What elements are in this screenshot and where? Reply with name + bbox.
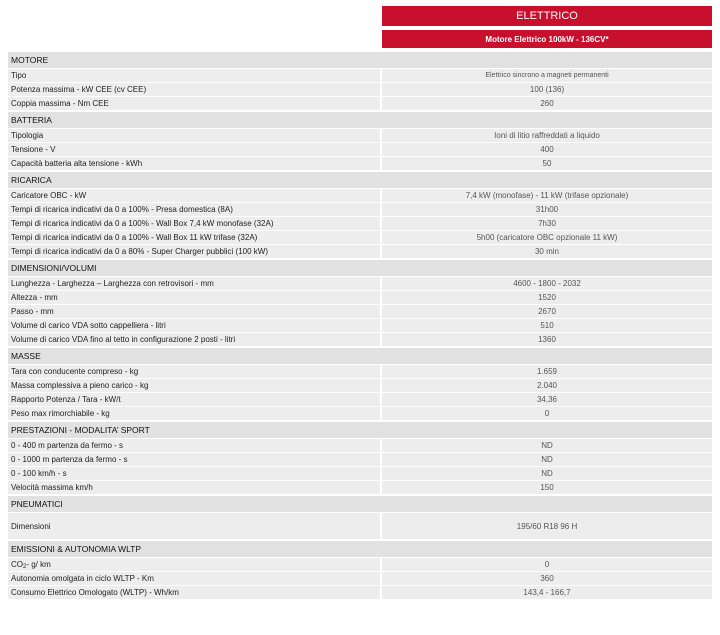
table-row	[8, 291, 712, 304]
row-label: Peso max rimorchiabile - kg	[8, 407, 380, 420]
table-row	[8, 558, 712, 571]
row-value: 7,4 kW (monofase) - 11 kW (trifase opzionale)	[382, 189, 712, 202]
row-label: 0 - 1000 m partenza da fermo - s	[8, 453, 380, 466]
row-label: Massa complessiva a pieno carico - kg	[8, 379, 380, 392]
table-row	[8, 467, 712, 480]
row-value: Ioni di litio raffreddati a liquido	[382, 129, 712, 142]
row-value: 360	[382, 572, 712, 585]
row-value: 1.659	[382, 365, 712, 378]
row-value: 4600 - 1800 - 2032	[382, 277, 712, 290]
row-value: ND	[382, 467, 712, 480]
row-value: 0	[382, 407, 712, 420]
row-value: 30 min	[382, 245, 712, 258]
table-row	[8, 143, 712, 156]
table-row	[8, 393, 712, 406]
row-label: Tipologia	[8, 129, 380, 142]
row-label: Autonomia omolgata in ciclo WLTP - Km	[8, 572, 380, 585]
table-row	[8, 513, 712, 539]
table-row	[8, 572, 712, 585]
section-header: PNEUMATICI	[8, 496, 712, 512]
row-label: Potenza massima - kW CEE (cv CEE)	[8, 83, 380, 96]
table-row	[8, 203, 712, 216]
row-label: Tempi di ricarica indicativi da 0 a 100% - Presa domestica (8A)	[8, 203, 380, 216]
row-label: 0 - 400 m partenza da fermo - s	[8, 439, 380, 452]
table-row	[8, 365, 712, 378]
row-label: Lunghezza - Larghezza – Larghezza con retrovisori - mm	[8, 277, 380, 290]
table-row	[8, 157, 712, 170]
table-row	[8, 379, 712, 392]
row-label: Coppia massima - Nm CEE	[8, 97, 380, 110]
section-header: MOTORE	[8, 52, 712, 68]
row-value: 31h00	[382, 203, 712, 216]
row-label: Capacità batteria alta tensione - kWh	[8, 157, 380, 170]
row-value: 1520	[382, 291, 712, 304]
section-header: BATTERIA	[8, 112, 712, 128]
row-label: Tara con conducente compreso - kg	[8, 365, 380, 378]
section-header: PRESTAZIONI - MODALITA’ SPORT	[8, 422, 712, 438]
row-value: ND	[382, 453, 712, 466]
table-row	[8, 333, 712, 346]
table-row	[8, 305, 712, 318]
table-row	[8, 189, 712, 202]
row-value: 2.040	[382, 379, 712, 392]
row-label: Tensione - V	[8, 143, 380, 156]
row-value: 50	[382, 157, 712, 170]
row-value: 143,4 - 166,7	[382, 586, 712, 599]
table-row	[8, 69, 712, 82]
row-label: Volume di carico VDA sotto cappelliera - litri	[8, 319, 380, 332]
table-row	[8, 407, 712, 420]
table-row	[8, 453, 712, 466]
table-row	[8, 439, 712, 452]
row-label: Tipo	[8, 69, 380, 82]
row-label: Consumo Elettrico Omologato (WLTP) - Wh/km	[8, 586, 380, 599]
table-row	[8, 245, 712, 258]
header-title: ELETTRICO	[382, 6, 712, 26]
row-label: Tempi di ricarica indicativi da 0 a 80% - Super Charger pubblici (100 kW)	[8, 245, 380, 258]
header-subtitle: Motore Elettrico 100kW - 136CV*	[382, 30, 712, 48]
row-value: 5h00 (caricatore OBC opzionale 11 kW)	[382, 231, 712, 244]
row-value: ND	[382, 439, 712, 452]
table-row	[8, 586, 712, 599]
section-header: MASSE	[8, 348, 712, 364]
row-value: 195/60 R18 96 H	[382, 513, 712, 539]
row-value: 510	[382, 319, 712, 332]
section-header: DIMENSIONI/VOLUMI	[8, 260, 712, 276]
table-row	[8, 231, 712, 244]
section-header: EMISSIONI & AUTONOMIA WLTP	[8, 541, 712, 557]
row-value: 400	[382, 143, 712, 156]
row-value: 34,36	[382, 393, 712, 406]
row-label: Tempi di ricarica indicativi da 0 a 100% - Wall Box 7,4 kW monofase (32A)	[8, 217, 380, 230]
row-label: Caricatore OBC - kW	[8, 189, 380, 202]
row-value: Elettrico sincrono a magneti permanenti	[382, 69, 712, 82]
table-row	[8, 83, 712, 96]
row-value: 260	[382, 97, 712, 110]
table-row	[8, 217, 712, 230]
row-value: 1360	[382, 333, 712, 346]
row-label: 0 - 100 km/h - s	[8, 467, 380, 480]
row-label: Dimensioni	[8, 513, 380, 539]
section-header: RICARICA	[8, 172, 712, 188]
row-value: 7h30	[382, 217, 712, 230]
row-label: Altezza - mm	[8, 291, 380, 304]
row-label: Velocità massima km/h	[8, 481, 380, 494]
row-label: Passo - mm	[8, 305, 380, 318]
row-label: CO $_2$ - g/ km	[8, 558, 380, 571]
table-row	[8, 481, 712, 494]
spec-table	[8, 52, 712, 601]
row-label: Volume di carico VDA fino al tetto in configurazione 2 posti - litri	[8, 333, 380, 346]
row-value: 150	[382, 481, 712, 494]
table-row	[8, 97, 712, 110]
row-label: Tempi di ricarica indicativi da 0 a 100% - Wall Box 11 kW trifase (32A)	[8, 231, 380, 244]
table-row	[8, 319, 712, 332]
table-row	[8, 277, 712, 290]
table-row	[8, 129, 712, 142]
row-value: 100 (136)	[382, 83, 712, 96]
row-value: 2670	[382, 305, 712, 318]
row-label: Rapporto Potenza / Tara - kW/t	[8, 393, 380, 406]
row-value: 0	[382, 558, 712, 571]
